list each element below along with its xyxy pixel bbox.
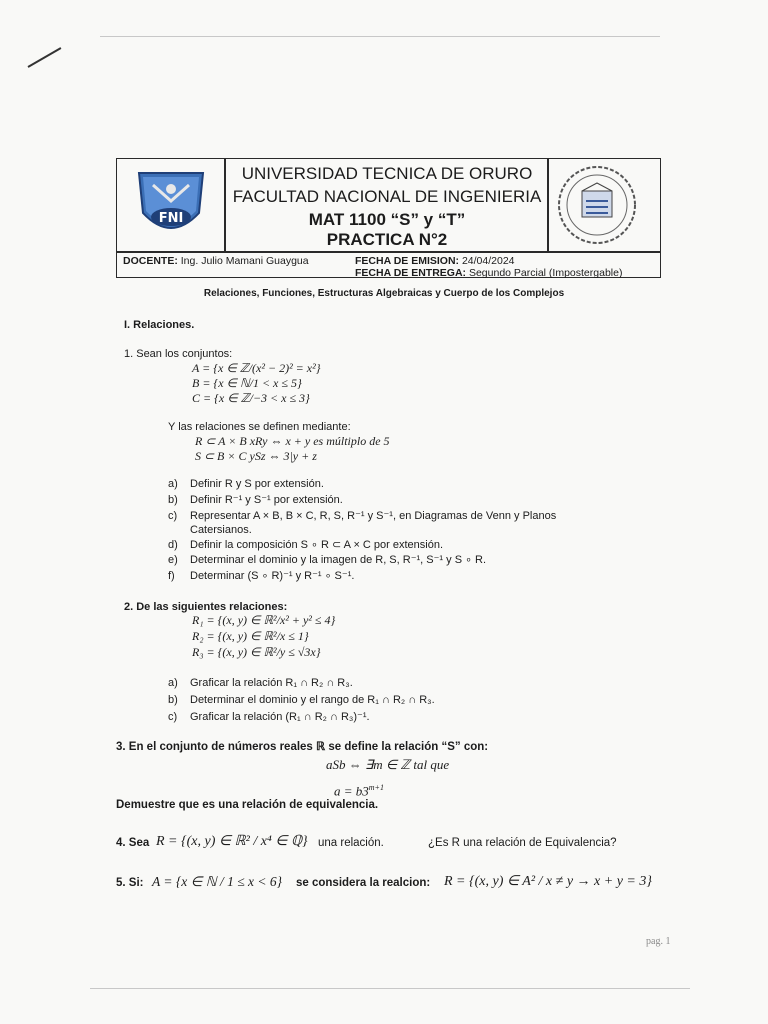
item-letter: f) bbox=[168, 570, 175, 582]
p2-r3: R₃ = {(x, y) ∈ ℝ²/y ≤ √3x} bbox=[192, 645, 321, 659]
p5-label: 5. Si: bbox=[116, 877, 144, 889]
p3-conclusion: Demuestre que es una relación de equivalencia. bbox=[116, 799, 379, 811]
emission-date: 24/04/2024 bbox=[461, 255, 515, 267]
bottom-edge-line bbox=[90, 988, 690, 989]
fni-logo bbox=[133, 167, 209, 245]
p5-mid: se considera la realcion: bbox=[296, 877, 431, 889]
header-divider-bottom bbox=[117, 251, 660, 253]
p3-line2-exponent: m+1 bbox=[368, 783, 384, 792]
p2-r2: R₂ = {(x, y) ∈ ℝ²/x ≤ 1} bbox=[192, 629, 309, 643]
p5-formula: R = {(x, y) ∈ A² / x ≠ y → x + y = 3} bbox=[444, 874, 652, 889]
item-text: Definir R⁻¹ y S⁻¹ por extensión. bbox=[190, 494, 343, 506]
delivery-label: FECHA DE ENTREGA: bbox=[355, 267, 467, 279]
p3-line2 bbox=[334, 780, 384, 798]
p1-item bbox=[168, 509, 556, 523]
p1-item bbox=[168, 538, 443, 552]
section-title: I. Relaciones. bbox=[124, 319, 195, 331]
item-text: Determinar el dominio y el rango de R₁ ∩ R₂ ∩ R₃. bbox=[190, 694, 435, 706]
p4-question: ¿Es R una relación de Equivalencia? bbox=[428, 837, 617, 849]
p3-intro: 3. En el conjunto de números reales ℝ se define la relación “S” con: bbox=[116, 741, 489, 753]
item-text: Catersianos. bbox=[190, 524, 252, 536]
p1-relation-s: S ⊂ B × C ySz ⇔ 3|y + z bbox=[195, 449, 317, 463]
fni-logo-text: FNI bbox=[158, 211, 184, 226]
p1-set-b: B = {x ∈ ℕ/1 < x ≤ 5} bbox=[192, 376, 302, 390]
teacher-row bbox=[123, 254, 309, 268]
item-letter: b) bbox=[168, 694, 178, 706]
p4-formula: R = {(x, y) ∈ ℝ² / x⁴ ∈ ℚ} bbox=[156, 834, 308, 849]
p2-intro: 2. De las siguientes relaciones: bbox=[124, 601, 288, 613]
delivery-row bbox=[355, 266, 622, 280]
p1-item bbox=[168, 569, 354, 583]
p3-line2-base: a = b3 bbox=[334, 783, 369, 799]
item-text: Representar A × B, B × C, R, S, R⁻¹ y S⁻¹, en Diagramas de Venn y Planos bbox=[190, 510, 557, 522]
top-edge-line bbox=[100, 36, 660, 37]
p1-relation-r: R ⊂ A × B xRy ⇔ x + y es múltiplo de 5 bbox=[195, 434, 390, 448]
course-code: MAT 1100 “S” y “T” bbox=[308, 210, 466, 229]
item-text: Determinar el dominio y la imagen de R, S, R⁻¹, S⁻¹ y S ∘ R. bbox=[190, 554, 487, 566]
p1-item-continuation bbox=[168, 523, 252, 537]
item-letter: c) bbox=[168, 510, 178, 522]
item-text: Graficar la relación R₁ ∩ R₂ ∩ R₃. bbox=[190, 677, 353, 689]
item-letter: d) bbox=[168, 539, 178, 551]
p2-item bbox=[168, 710, 370, 724]
university-seal bbox=[552, 163, 642, 247]
item-letter: a) bbox=[168, 677, 178, 689]
p1-set-c: C = {x ∈ ℤ/−3 < x ≤ 3} bbox=[192, 391, 310, 405]
p4-label: 4. Sea bbox=[116, 837, 150, 849]
p4-tail: una relación. bbox=[318, 837, 384, 849]
p5-set: A = {x ∈ ℕ / 1 ≤ x < 6} bbox=[152, 874, 282, 889]
p1-item bbox=[168, 553, 486, 567]
university-name: UNIVERSIDAD TECNICA DE ORURO bbox=[241, 164, 533, 183]
practice-title: PRACTICA N°2 bbox=[326, 230, 448, 249]
p1-relations-intro: Y las relaciones se definen mediante: bbox=[168, 421, 351, 433]
p1-item bbox=[168, 477, 324, 491]
header-table bbox=[116, 158, 661, 278]
emission-label: FECHA DE EMISION: bbox=[355, 255, 460, 267]
header-divider-left bbox=[224, 159, 226, 251]
p1-set-a: A = {x ∈ ℤ/(x² − 2)² = x²} bbox=[192, 361, 321, 375]
page-number: pag. 1 bbox=[646, 936, 671, 947]
faculty-name: FACULTAD NACIONAL DE INGENIERIA bbox=[232, 187, 542, 206]
teacher-label: DOCENTE: bbox=[123, 255, 178, 267]
item-letter: c) bbox=[168, 711, 178, 723]
item-text: Definir la composición S ∘ R ⊂ A × C por extensión. bbox=[190, 539, 444, 551]
item-letter: e) bbox=[168, 554, 178, 566]
document-subtitle: Relaciones, Funciones, Estructuras Algebraicas y Cuerpo de los Complejos bbox=[203, 288, 565, 299]
item-text: Definir R y S por extensión. bbox=[190, 478, 324, 490]
item-text: Determinar (S ∘ R)⁻¹ y R⁻¹ ∘ S⁻¹. bbox=[190, 570, 355, 582]
p1-item bbox=[168, 493, 343, 507]
item-letter: b) bbox=[168, 494, 178, 506]
p3-line1: aSb ⇔ ∃m ∈ ℤ tal que bbox=[326, 757, 450, 772]
p1-intro: 1. Sean los conjuntos: bbox=[124, 348, 233, 360]
header-divider-right bbox=[547, 159, 549, 251]
item-text: Graficar la relación (R₁ ∩ R₂ ∩ R₃)⁻¹. bbox=[190, 711, 370, 723]
p2-r1: R₁ = {(x, y) ∈ ℝ²/x² + y² ≤ 4} bbox=[192, 613, 336, 627]
teacher-name: Ing. Julio Mamani Guaygua bbox=[180, 255, 309, 267]
item-letter: a) bbox=[168, 478, 178, 490]
p2-item bbox=[168, 693, 435, 707]
pen-mark bbox=[28, 47, 62, 68]
p2-item bbox=[168, 676, 353, 690]
delivery-value: Segundo Parcial (Impostergable) bbox=[468, 267, 623, 279]
